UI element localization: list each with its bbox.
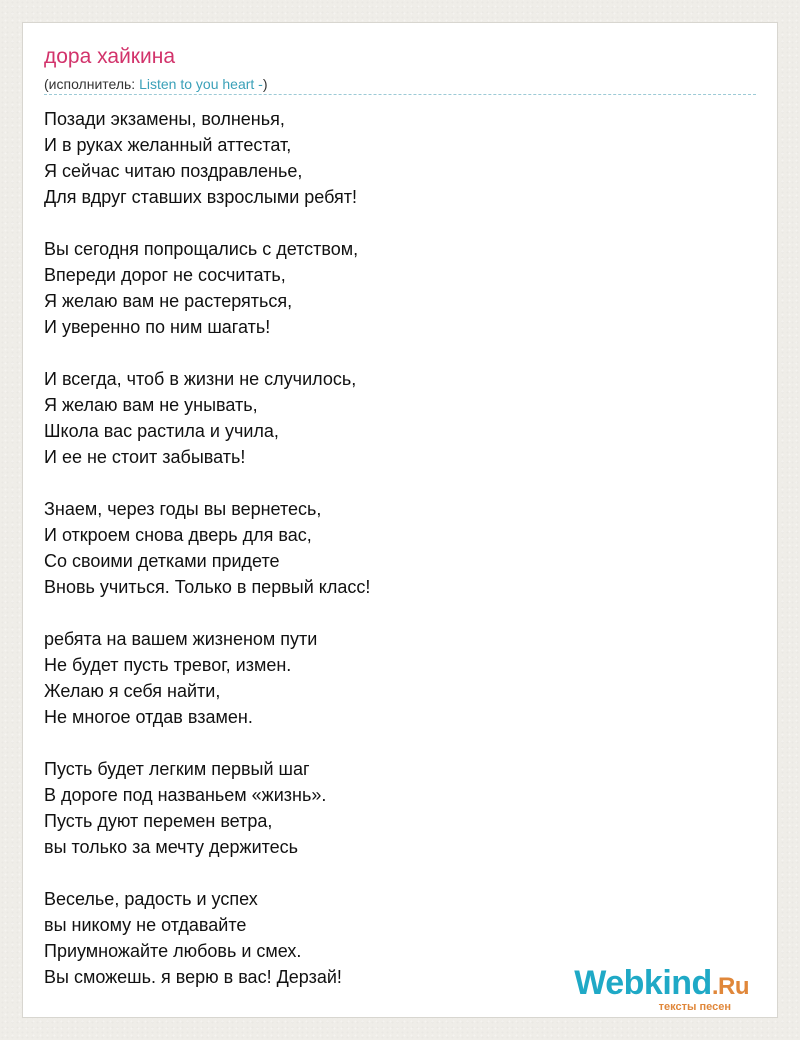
lyric-line: Вы сегодня попрощались с детством, [44,239,359,259]
stanza [44,756,744,860]
lyric-line: вы никому не отдавайте [44,915,247,935]
stanza [44,236,744,340]
artist-link[interactable]: Listen to you heart - [139,76,263,92]
stanza [44,626,744,730]
artist-suffix: ) [262,76,268,92]
divider [44,94,756,95]
lyric-line: Пусть дуют перемен ветра, [44,811,273,831]
artist-prefix: (исполнитель: [44,76,140,92]
stanza [44,106,744,210]
lyric-line: И в руках желанный аттестат, [44,135,292,155]
lyric-line: И всегда, чтоб в жизни не случилось, [44,369,357,389]
lyric-line: ребята на вашем жизненом пути [44,629,318,649]
lyric-line: Для вдруг ставших взрослыми ребят! [44,187,358,207]
lyric-line: Не многое отдав взамен. [44,707,253,727]
site-logo[interactable] [574,966,749,1013]
lyric-line: Я желаю вам не унывать, [44,395,258,415]
lyric-line: вы только за мечту держитесь [44,837,299,857]
lyric-line: Веселье, радость и успех [44,889,258,909]
logo-tagline: тексты песен [658,1001,731,1013]
logo-wordmark [574,966,749,1004]
lyric-line: Со своими детками придете [44,551,280,571]
logo-tld: .Ru [711,973,749,1000]
logo-main-text: Webkind [574,964,712,1002]
lyric-line: Позади экзамены, волненья, [44,109,285,129]
lyric-line: Школа вас растила и учила, [44,421,279,441]
lyric-line: Впереди дорог не сосчитать, [44,265,286,285]
song-title: дора хайкина [44,45,175,68]
lyric-line: Я желаю вам не растеряться, [44,291,293,311]
lyric-line: И ее не стоит забывать! [44,447,246,467]
lyric-line: Приумножайте любовь и смех. [44,941,302,961]
lyric-line: Не будет пусть тревог, измен. [44,655,292,675]
lyric-line: Вы сможешь. я верю в вас! Дерзай! [44,967,342,987]
lyrics-body [44,106,744,1016]
lyric-line: В дороге под названьем «жизнь». [44,785,327,805]
lyric-line: Вновь учиться. Только в первый класс! [44,577,371,597]
lyric-line: Желаю я себя найти, [44,681,221,701]
lyric-line: Знаем, через годы вы вернетесь, [44,499,322,519]
lyric-line: И откроем снова дверь для вас, [44,525,312,545]
artist-line [44,75,268,93]
lyric-line: Я сейчас читаю поздравленье, [44,161,303,181]
lyrics-card [22,22,778,1018]
stanza [44,366,744,470]
lyric-line: Пусть будет легким первый шаг [44,759,310,779]
stanza [44,496,744,600]
lyric-line: И уверенно по ним шагать! [44,317,271,337]
